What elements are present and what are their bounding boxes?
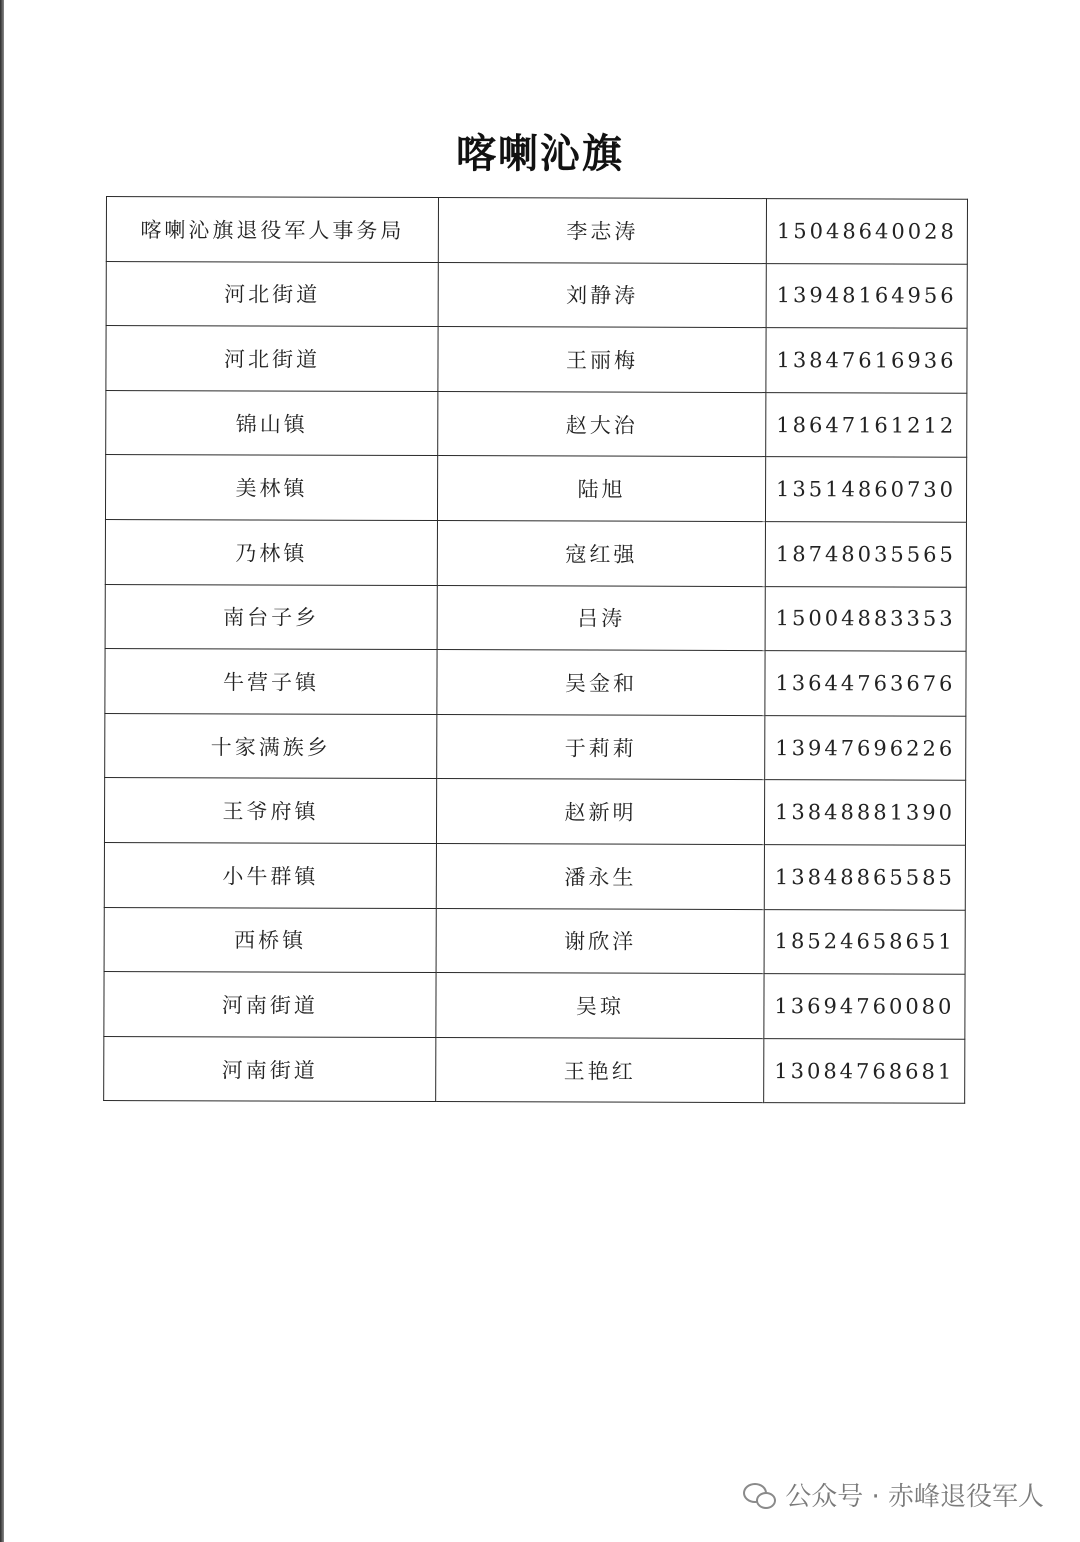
unit-cell: 牛营子镇 bbox=[105, 649, 437, 715]
phone-cell: 18524658651 bbox=[764, 909, 965, 974]
phone-cell: 13947696226 bbox=[765, 715, 966, 780]
name-cell: 吴金和 bbox=[437, 650, 765, 716]
table-row bbox=[104, 972, 965, 1039]
table-row bbox=[105, 455, 966, 522]
phone-cell: 13847616936 bbox=[766, 328, 967, 393]
table-row bbox=[104, 778, 965, 845]
table-row bbox=[106, 390, 967, 457]
unit-cell: 乃林镇 bbox=[105, 519, 437, 585]
unit-cell: 十家满族乡 bbox=[105, 713, 437, 779]
name-cell: 赵新明 bbox=[436, 779, 764, 845]
unit-cell: 锦山镇 bbox=[106, 390, 438, 456]
phone-cell: 13948164956 bbox=[766, 263, 967, 328]
name-cell: 潘永生 bbox=[436, 843, 764, 909]
unit-cell: 西桥镇 bbox=[104, 907, 436, 973]
watermark bbox=[743, 1476, 1044, 1513]
name-cell: 谢欣洋 bbox=[436, 908, 764, 974]
name-cell: 吕涛 bbox=[437, 585, 765, 651]
table-row bbox=[106, 261, 967, 328]
name-cell: 陆旭 bbox=[437, 456, 765, 522]
phone-cell: 18647161212 bbox=[766, 392, 967, 457]
phone-cell: 13694760080 bbox=[764, 974, 965, 1039]
unit-cell: 小牛群镇 bbox=[104, 842, 436, 908]
scan-edge bbox=[0, 0, 4, 1542]
table-row bbox=[104, 907, 965, 974]
phone-cell: 15004883353 bbox=[765, 586, 966, 651]
unit-cell: 王爷府镇 bbox=[104, 778, 436, 844]
name-cell: 王丽梅 bbox=[438, 327, 766, 393]
unit-cell: 河南街道 bbox=[104, 1036, 436, 1102]
unit-cell: 河北街道 bbox=[106, 326, 438, 392]
table-row bbox=[104, 1036, 965, 1103]
name-cell: 赵大治 bbox=[438, 391, 766, 457]
table-row bbox=[105, 649, 966, 716]
phone-cell: 15048640028 bbox=[766, 199, 967, 264]
phone-cell: 13848881390 bbox=[764, 780, 965, 845]
table-row bbox=[105, 713, 966, 780]
unit-cell: 喀喇沁旗退役军人事务局 bbox=[106, 197, 438, 263]
unit-cell: 美林镇 bbox=[105, 455, 437, 521]
name-cell: 李志涛 bbox=[438, 198, 766, 264]
wechat-icon bbox=[743, 1481, 777, 1509]
phone-cell: 13644763676 bbox=[765, 651, 966, 716]
name-cell: 刘静涛 bbox=[438, 262, 766, 328]
contact-table bbox=[103, 196, 968, 1104]
name-cell: 于莉莉 bbox=[437, 714, 765, 780]
table-row bbox=[104, 842, 965, 909]
page-title: 喀喇沁旗 bbox=[456, 131, 624, 177]
unit-cell: 南台子乡 bbox=[105, 584, 437, 650]
watermark-text: 公众号 · 赤峰退役军人 bbox=[785, 1482, 1044, 1512]
name-cell: 吴琼 bbox=[436, 973, 764, 1039]
table-row bbox=[105, 519, 966, 586]
name-cell: 王艳红 bbox=[436, 1037, 764, 1103]
phone-cell: 13514860730 bbox=[765, 457, 966, 522]
phone-cell: 13084768681 bbox=[764, 1038, 965, 1103]
unit-cell: 河南街道 bbox=[104, 972, 436, 1038]
name-cell: 寇红强 bbox=[437, 521, 765, 587]
phone-cell: 18748035565 bbox=[765, 522, 966, 587]
table-row bbox=[106, 197, 967, 264]
unit-cell: 河北街道 bbox=[106, 261, 438, 327]
phone-cell: 13848865585 bbox=[764, 845, 965, 910]
table-row bbox=[106, 326, 967, 393]
table-row bbox=[105, 584, 966, 651]
